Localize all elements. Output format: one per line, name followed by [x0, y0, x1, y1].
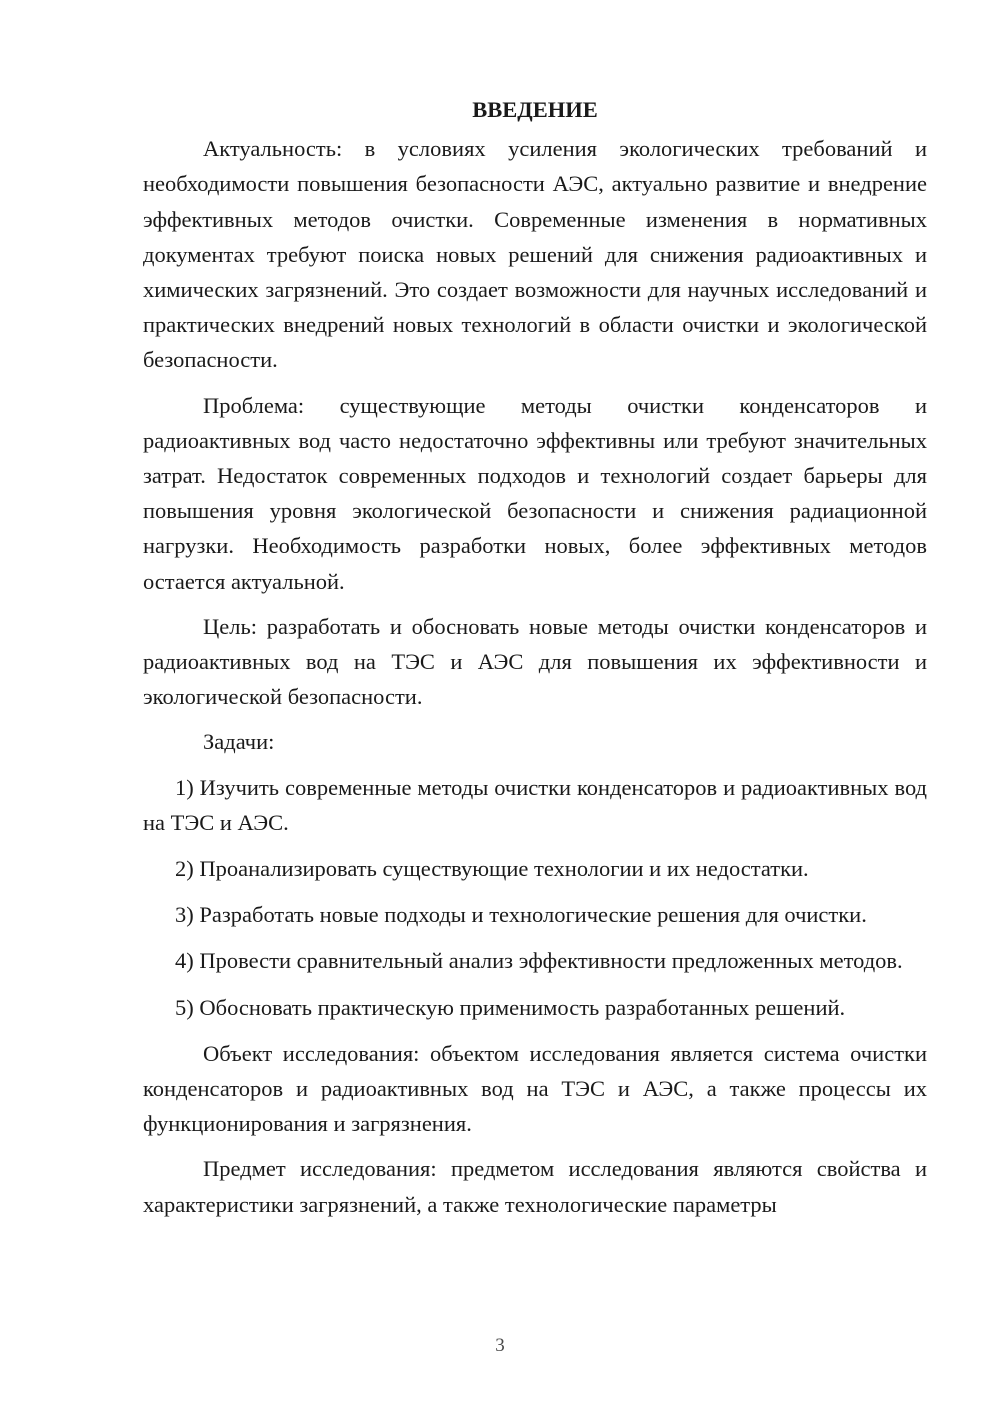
tasks-title: Задачи:: [203, 729, 275, 755]
problem-paragraph: Проблема: существующие методы очистки конденсаторов и радиоактивных вод часто недостаточно эффективны или требуют значительных затрат. Недостаток современных подходов и технологий создает барьеры для повышения уровня экологической безопасности и снижения радиационной нагрузки. Необходимость разработки новых, более эффективных методов остается актуальной.: [143, 392, 927, 594]
goal-paragraph: Цель: разработать и обосновать новые методы очистки конденсаторов и радиоактивных вод на ТЭС и АЭС для повышения их эффективности и экологической безопасности.: [143, 613, 927, 710]
section-heading: ВВЕДЕНИЕ: [472, 97, 598, 122]
page-content: [143, 92, 927, 1232]
subject-paragraph: Предмет исследования: предметом исследования являются свойства и характеристики загрязнений, а также технологические параметры: [143, 1156, 927, 1217]
object-paragraph: Объект исследования: объектом исследования является система очистки конденсаторов и радиоактивных вод на ТЭС и АЭС, а также процессы их функционирования и загрязнения.: [143, 1040, 927, 1137]
task-item: 5) Обосновать практическую применимость разработанных решений.: [175, 994, 846, 1020]
page-number: 3: [495, 1335, 505, 1356]
task-item: 1) Изучить современные методы очистки конденсаторов и радиоактивных вод на ТЭС и АЭС.: [143, 774, 927, 835]
task-item: 3) Разработать новые подходы и технологические решения для очистки.: [175, 902, 867, 928]
task-item: 2) Проанализировать существующие технологии и их недостатки.: [175, 856, 809, 882]
relevance-paragraph: Актуальность: в условиях усиления экологических требований и необходимости повышения безопасности АЭС, актуально развитие и внедрение эффективных методов очистки. Современные изменения в нормативных документах требуют поиска новых решений для снижения радиоактивных и химических загрязнений. Это создает возможности для научных исследований и практических внедрений новых технологий в области очистки и экологической безопасности.: [143, 136, 927, 373]
task-item: 4) Провести сравнительный анализ эффективности предложенных методов.: [175, 948, 903, 974]
